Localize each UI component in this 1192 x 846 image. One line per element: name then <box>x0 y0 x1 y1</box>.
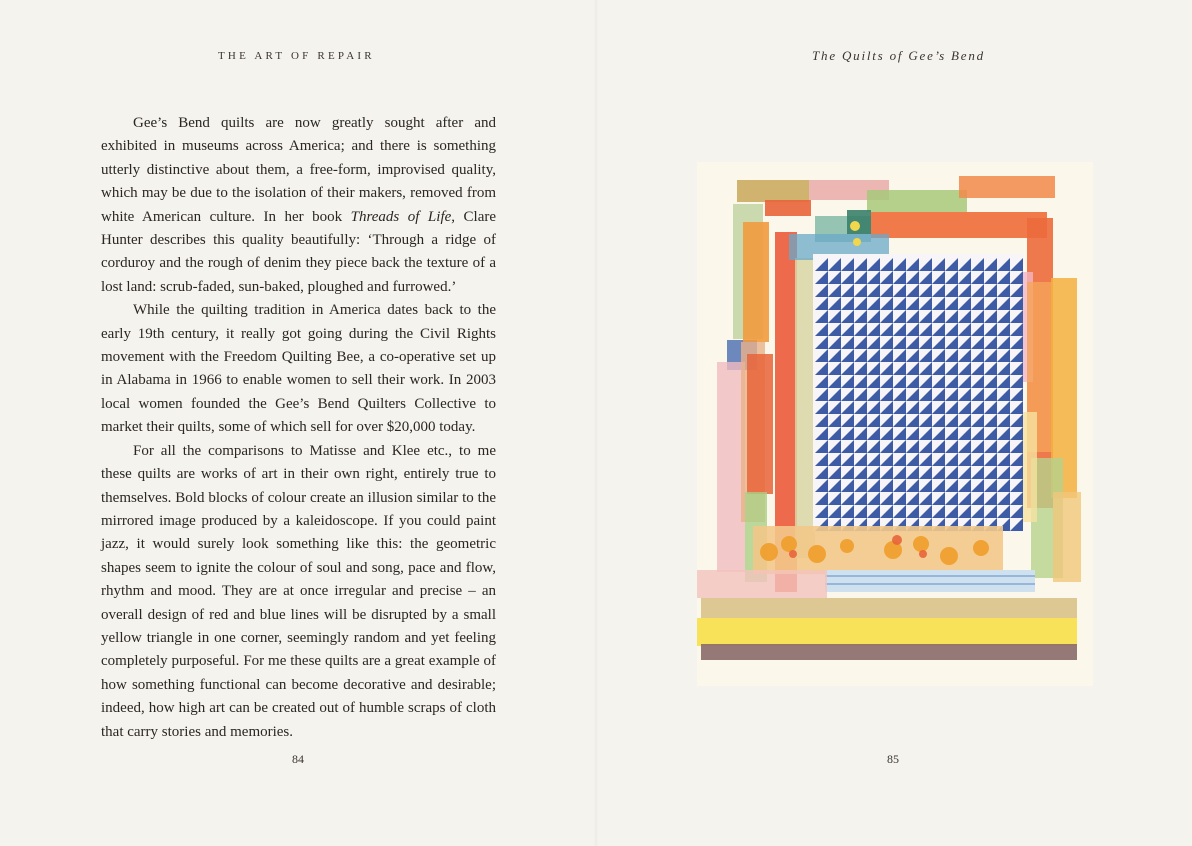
quilt-illustration <box>697 162 1093 686</box>
paragraph-2-text: While the quilting tradition in America dates back to the early 19th century, it really got going during the Civil Rights movement with the Freedom Quilting Bee, a co-operative set up in Alabama in 1966 to enable women to sell their work. In 2003 local women founded the Gee’s Bend Quilters Collective to market their quilts, some of which sell for over $20,000 today. <box>101 302 496 436</box>
book-title: Threads of Life <box>350 208 452 225</box>
watercolour-quilt-image <box>697 162 1093 686</box>
paragraph-2 <box>101 299 496 439</box>
page-number-left: 84 <box>292 752 304 766</box>
running-head-left: THE ART OF REPAIR <box>218 50 375 62</box>
paragraph-1-text-a: Gee’s Bend quilts are now greatly sought after and exhibited in museums across America; and there is something utterly distinctive about them, a free-form, improvised quality, which may be due to the isolation of their makers, removed from white American culture. In her book <box>101 115 496 225</box>
page-number-right: 85 <box>887 752 899 766</box>
paragraph-3 <box>101 440 496 744</box>
body-text <box>101 112 496 744</box>
paragraph-3-text: For all the comparisons to Matisse and Klee etc., to me these quilts are works of art in their own right, entirely true to themselves. Bold blocks of colour create an illusion similar to the mirrored image produced by a kaleidoscope. If you could paint jazz, it would surely look something like this: the geometric shapes seem to ignite the colour of soul and song, pace and flow, rhythm and mood. They are at once irregular and precise – an overall design of red and blue lines will be disrupted by a small yellow triangle in one corner, seemingly random and yet feeling completely purposeful. For me these quilts are a great example of how something functional can become decorative and desirable; indeed, how high art can be created out of humble scraps of cloth that carry stories and memories. <box>101 442 496 740</box>
paragraph-1-text-b: , Clare Hunter describes this quality beautifully: ‘Through a ridge of corduroy and the rough of denim they piece back the texture of a lost land: scrub-faded, sun-baked, ploughed and furrowed.’ <box>101 208 497 295</box>
running-head-right: The Quilts of Gee’s Bend <box>812 48 985 63</box>
paragraph-1 <box>101 112 496 299</box>
right-page <box>596 0 1192 846</box>
